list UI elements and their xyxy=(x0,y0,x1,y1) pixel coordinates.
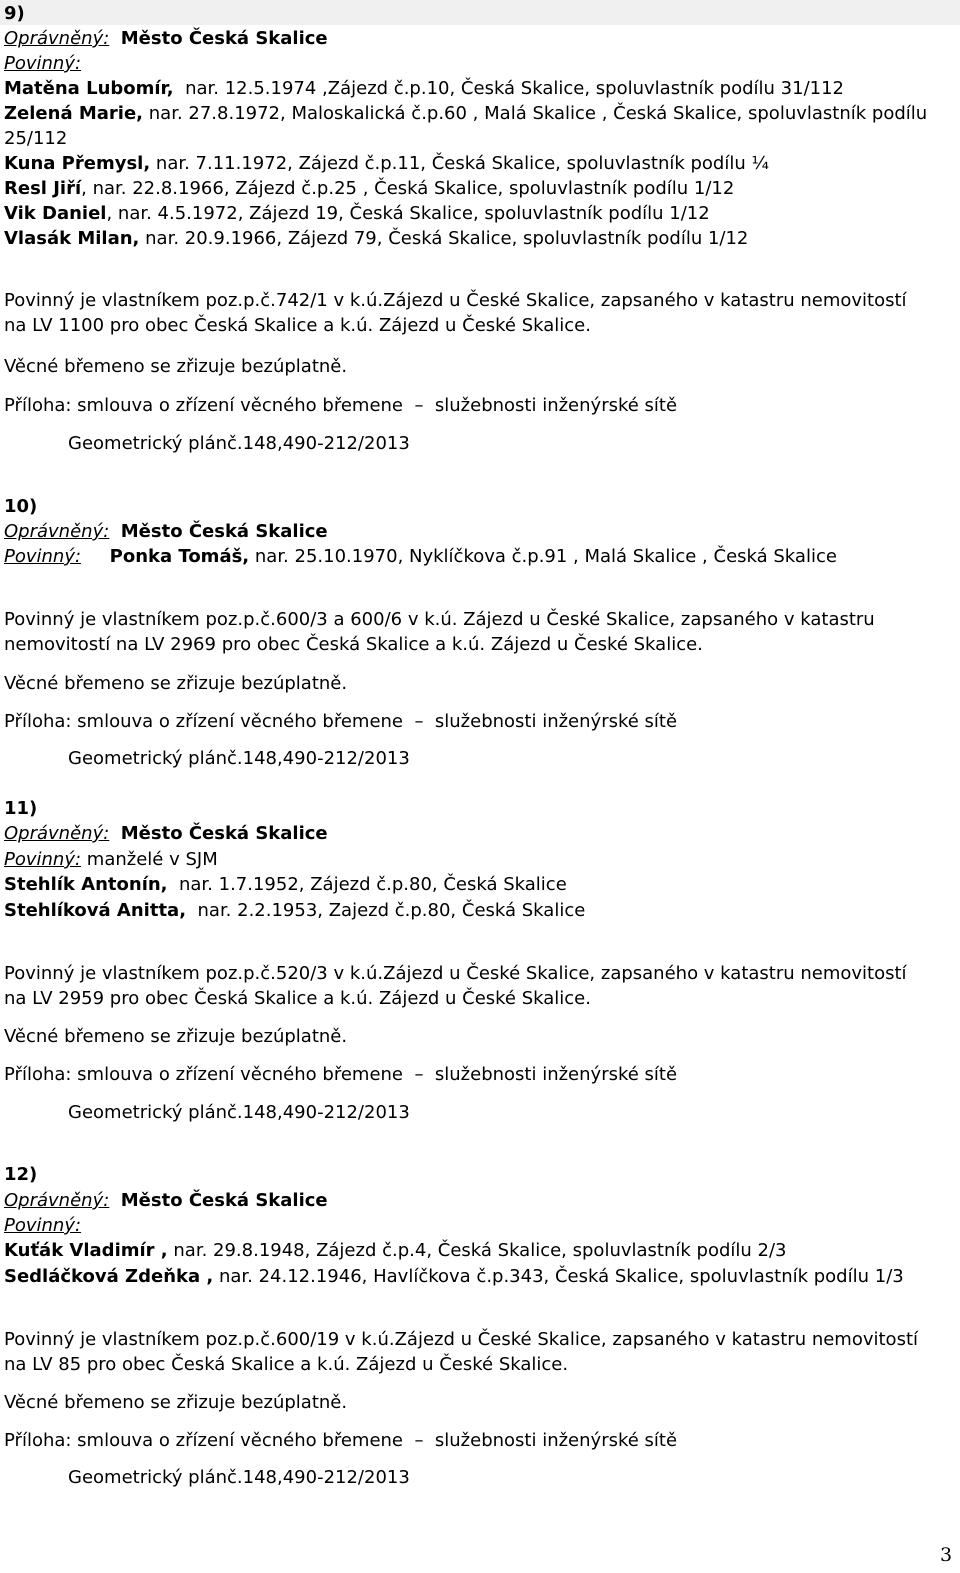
geometric-plan: Geometrický plánč.148,490-212/2013 xyxy=(68,748,410,769)
owner-name: Zelená Marie, xyxy=(4,103,144,124)
burden-text: Věcné břemeno se zřizuje bezúplatně. xyxy=(4,1392,348,1413)
obligated-line xyxy=(4,545,837,569)
attachment-text: Příloha: smlouva o zřízení věcného břemene – služebnosti inženýrské sítě xyxy=(4,1430,678,1451)
authorized-line xyxy=(4,520,328,544)
authorized-label: Oprávněný: xyxy=(4,823,110,844)
owner-name: Ponka Tomáš, xyxy=(109,546,250,567)
section-number: 11) xyxy=(4,798,38,819)
owner-line xyxy=(4,77,844,101)
authorized-label: Oprávněný: xyxy=(4,28,110,49)
attachment-text: Příloha: smlouva o zřízení věcného břemene – služebnosti inženýrské sítě xyxy=(4,395,678,416)
owner-info: nar. 27.8.1972, Maloskalická č.p.60 , Malá Skalice , Česká Skalice, spoluvlastník podílu xyxy=(148,103,928,124)
section-number: 10) xyxy=(4,496,38,517)
burden-text: Věcné břemeno se zřizuje bezúplatně. xyxy=(4,356,348,377)
owner-info: nar. 25.10.1970, Nyklíčkova č.p.91 , Malá Skalice , Česká Skalice xyxy=(254,546,837,567)
ownership-text: na LV 2959 pro obec Česká Skalice a k.ú. Zájezd u České Skalice. xyxy=(4,988,591,1009)
owner-name: Kuna Přemysl, xyxy=(4,153,151,174)
ownership-text: na LV 85 pro obec Česká Skalice a k.ú. Zájezd u České Skalice. xyxy=(4,1354,569,1375)
owner-line xyxy=(4,227,748,251)
geometric-plan: Geometrický plánč.148,490-212/2013 xyxy=(68,1102,410,1123)
attachment-text: Příloha: smlouva o zřízení věcného břemene – služebnosti inženýrské sítě xyxy=(4,711,678,732)
header-band xyxy=(0,0,960,25)
ownership-text: Povinný je vlastníkem poz.p.č.600/19 v k.ú.Zájezd u České Skalice, zapsaného v katastru nemovitostí xyxy=(4,1329,919,1350)
authorized-value: Město Česká Skalice xyxy=(120,28,328,49)
owner-name: Vlasák Milan, xyxy=(4,228,140,249)
obligated-label: Povinný: xyxy=(4,53,82,74)
authorized-line xyxy=(4,27,328,51)
owner-info: nar. 29.8.1948, Zájezd č.p.4, Česká Skalice, spoluvlastník podílu 2/3 xyxy=(173,1240,787,1261)
obligated-label: Povinný: xyxy=(4,1215,82,1236)
owner-line xyxy=(4,1265,904,1289)
owner-line xyxy=(4,873,567,897)
authorized-value: Město Česká Skalice xyxy=(120,823,328,844)
owner-line xyxy=(4,1239,787,1263)
obligated-label: Povinný: xyxy=(4,546,82,567)
owner-name: Vik Daniel xyxy=(4,203,107,224)
owner-info: nar. 20.9.1966, Zájezd 79, Česká Skalice, spoluvlastník podílu 1/12 xyxy=(145,228,749,249)
authorized-label: Oprávněný: xyxy=(4,1190,110,1211)
obligated-label: Povinný: xyxy=(4,849,82,870)
owner-name: Resl Jiří xyxy=(4,178,82,199)
geometric-plan: Geometrický plánč.148,490-212/2013 xyxy=(68,433,410,454)
ownership-text: nemovitostí na LV 2969 pro obec Česká Skalice a k.ú. Zájezd u České Skalice. xyxy=(4,634,703,655)
ownership-text: Povinný je vlastníkem poz.p.č.600/3 a 600/6 v k.ú. Zájezd u České Skalice, zapsaného v katastru xyxy=(4,609,875,630)
owner-name: Kuťák Vladimír , xyxy=(4,1240,168,1261)
owner-info-continuation: 25/112 xyxy=(4,128,68,149)
obligated-line xyxy=(4,848,218,872)
owner-name: Stehlík Antonín, xyxy=(4,874,168,895)
section-number: 12) xyxy=(4,1164,38,1185)
owner-info: nar. 7.11.1972, Zájezd č.p.11, Česká Skalice, spoluvlastník podílu ¼ xyxy=(155,153,769,174)
owner-name: Sedláčková Zdeňka , xyxy=(4,1266,214,1287)
owner-name: Matěna Lubomír, xyxy=(4,78,174,99)
owner-info: nar. 2.2.1953, Zajezd č.p.80, Česká Skalice xyxy=(197,900,586,921)
burden-text: Věcné břemeno se zřizuje bezúplatně. xyxy=(4,673,348,694)
page-number: 3 xyxy=(940,1544,953,1566)
owner-info: nar. 1.7.1952, Zájezd č.p.80, Česká Skalice xyxy=(178,874,567,895)
ownership-text: Povinný je vlastníkem poz.p.č.520/3 v k.ú.Zájezd u České Skalice, zapsaného v katastru nemovitostí xyxy=(4,963,907,984)
owner-name: Stehlíková Anitta, xyxy=(4,900,187,921)
geometric-plan: Geometrický plánč.148,490-212/2013 xyxy=(68,1467,410,1488)
owner-line xyxy=(4,102,927,126)
owner-line xyxy=(4,152,769,176)
section-number: 9) xyxy=(4,3,25,24)
owner-line xyxy=(4,202,710,226)
owner-info: , nar. 4.5.1972, Zájezd 19, Česká Skalice, spoluvlastník podílu 1/12 xyxy=(106,203,710,224)
authorized-line xyxy=(4,822,328,846)
owner-info: nar. 24.12.1946, Havlíčkova č.p.343, Česká Skalice, spoluvlastník podílu 1/3 xyxy=(218,1266,904,1287)
obligated-value: manželé v SJM xyxy=(86,849,218,870)
owner-line xyxy=(4,899,585,923)
authorized-line xyxy=(4,1189,328,1213)
owner-info: , nar. 22.8.1966, Zájezd č.p.25 , Česká Skalice, spoluvlastník podílu 1/12 xyxy=(81,178,735,199)
burden-text: Věcné břemeno se zřizuje bezúplatně. xyxy=(4,1026,348,1047)
owner-info: nar. 12.5.1974 ,Zájezd č.p.10, Česká Skalice, spoluvlastník podílu 31/112 xyxy=(185,78,845,99)
ownership-text: na LV 1100 pro obec Česká Skalice a k.ú. Zájezd u České Skalice. xyxy=(4,315,591,336)
ownership-text: Povinný je vlastníkem poz.p.č.742/1 v k.ú.Zájezd u České Skalice, zapsaného v katastru nemovitostí xyxy=(4,290,907,311)
authorized-value: Město Česká Skalice xyxy=(120,1190,328,1211)
authorized-value: Město Česká Skalice xyxy=(120,521,328,542)
authorized-label: Oprávněný: xyxy=(4,521,110,542)
owner-line xyxy=(4,177,734,201)
attachment-text: Příloha: smlouva o zřízení věcného břemene – služebnosti inženýrské sítě xyxy=(4,1064,678,1085)
